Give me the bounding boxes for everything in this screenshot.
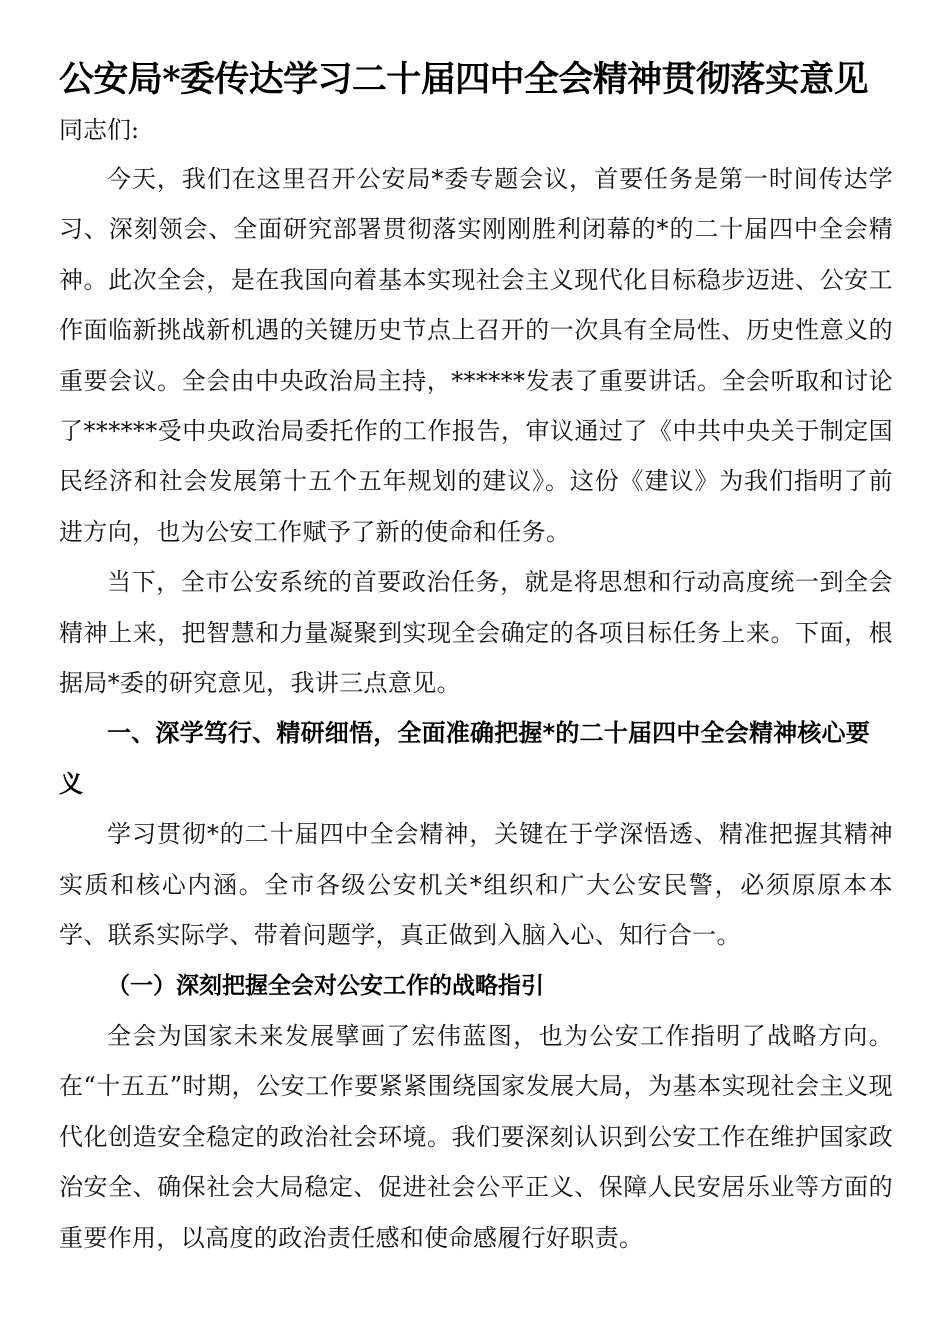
task-paragraph: 当下，全市公安系统的首要政治任务，就是将思想和行动高度统一到全会精神上来，把智慧和力量凝聚到实现全会确定的各项目标任务上来。下面，根据局*委的研究意见，我讲三点意见。 — [59, 568, 893, 698]
section-1-paragraph: 学习贯彻*的二十届四中全会精神，关键在于学深悟透、精准把握其精神实质和核心内涵。全市各级公安机关*组织和广大公安民警，必须原原本本学、联系实际学、带着问题学，真正做到入脑入心、知行合一。 — [59, 820, 893, 950]
document-page — [59, 58, 893, 1263]
intro-paragraph: 今天，我们在这里召开公安局*委专题会议，首要任务是第一时间传达学习、深刻领会、全面研究部署贯彻落实刚刚胜利闭幕的*的二十届四中全会精神。此次全会，是在我国向着基本实现社会主义现代化目标稳步迈进、公安工作面临新挑战新机遇的关键历史节点上召开的一次具有全局性、历史性意义的重要会议。全会由中央政治局主持，******发表了重要讲话。全会听取和讨论了******受中央政治局委托作的工作报告，审议通过了《中共中央关于制定国民经济和社会发展第十五个五年规划的建议》。这份《建议》为我们指明了前进方向，也为公安工作赋予了新的使命和任务。 — [59, 165, 893, 546]
salutation: 同志们: — [59, 116, 140, 144]
subsection-1-paragraph: 全会为国家未来发展擘画了宏伟蓝图，也为公安工作指明了战略方向。在“十五五”时期，公安工作要紧紧围绕国家发展大局，为基本实现社会主义现代化创造安全稳定的政治社会环境。我们要深刻认识到公安工作在维护国家政治安全、确保社会大局稳定、促进社会公平正义、保障人民安居乐业等方面的重要作用，以高度的政治责任感和使命感履行好职责。 — [59, 1021, 893, 1252]
subsection-heading-1: （一）深刻把握全会对公安工作的战略指引 — [107, 971, 544, 999]
section-heading-1: 一、深学笃行、精研细悟，全面准确把握*的二十届四中全会精神核心要义 — [59, 719, 870, 798]
document-title: 公安局*委传达学习二十届四中全会精神贯彻落实意见 — [59, 59, 868, 100]
